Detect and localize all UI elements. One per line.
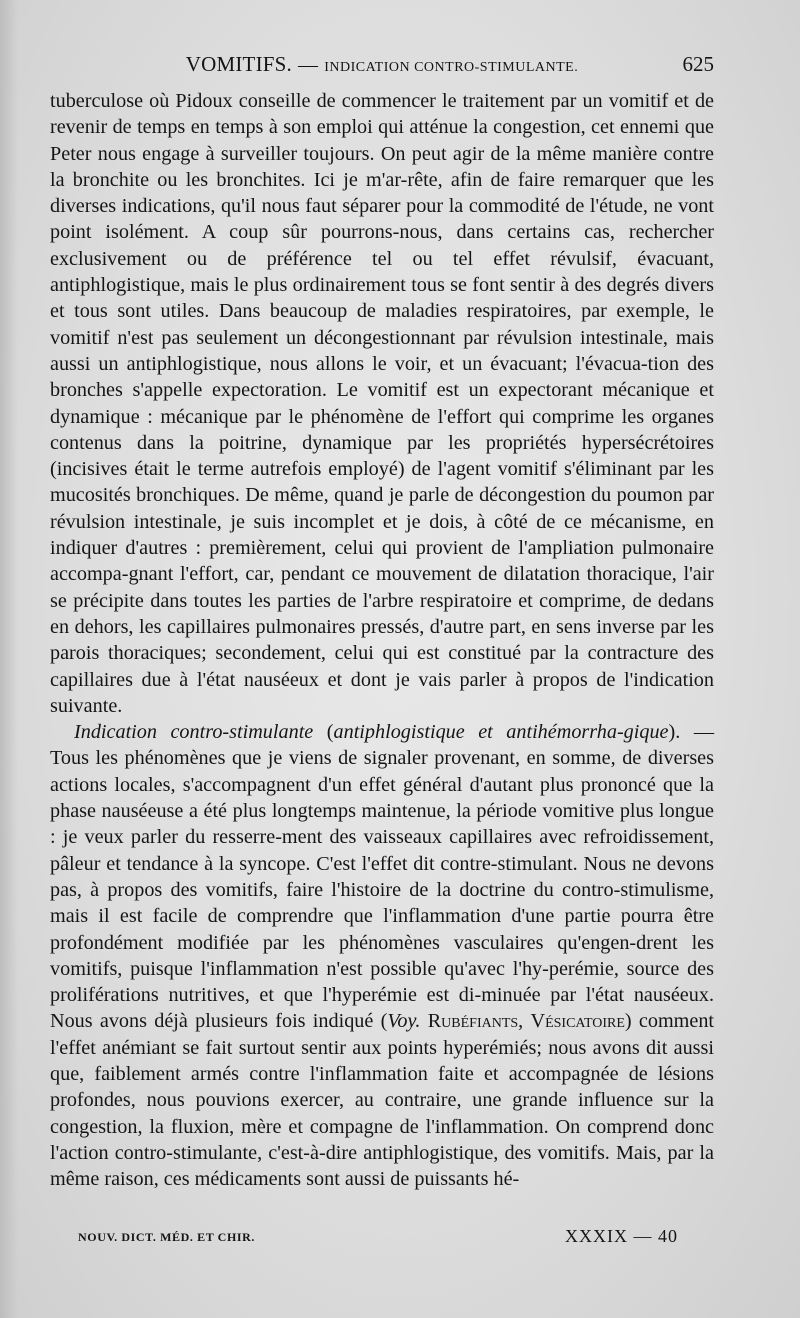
page-body (50, 88, 714, 1192)
paragraph-1: tuberculose où Pidoux conseille de commencer le traitement par un vomitif et de revenir de temps en temps à son emploi qui atténue la congestion, cet ennemi que Peter nous engage à surveiller toujours. On peut agir de la même manière contre la bronchite ou les bronchites. Ici je m'ar-rête, afin de faire remarquer que les diverses indications, qu'il nous faut séparer pour la commodité de l'étude, ne vont point isolément. A coup sûr pourrons-nous, dans certains cas, rechercher exclusivement ou de préférence tel ou tel effet révulsif, évacuant, antiphlogistique, mais le plus ordinairement tous se font sentir à des degrés divers et tous sont utiles. Dans beaucoup de maladies respiratoires, par exemple, le vomitif n'est pas seulement un décongestionnant par révulsion intestinale, mais aussi un antiphlogistique, nous allons le voir, et un évacuant; l'évacua-tion des bronches s'appelle expectoration. Le vomitif est un expectorant mécanique et dynamique : mécanique par le phénomène de l'effort qui comprime les organes contenus dans la poitrine, dynamique par les propriétés hypersécrétoires (incisives était le terme autrefois employé) de l'agent vomitif s'éliminant par les mucosités bronchiques. De même, quand je parle de décongestion du poumon par révulsion intestinale, je suis incomplet et je dois, à côté de ce mécanisme, en indiquer d'autres : premièrement, celui qui provient de l'ampliation pulmonaire accompa-gnant l'effort, car, pendant ce mouvement de dilatation thoracique, l'air se précipite dans toutes les parties de l'arbre respiratoire et comprime, de dedans en dehors, les capillaires pulmonaires pressés, d'autre part, en sens inverse par les parois thoraciques; secondement, celui qui est constitué par la contracture des capillaires due à l'état nauséeux et dont je vais parler à propos de l'indication suivante. (50, 90, 714, 717)
paragraph-2-text-b: ) comment l'effet anémiant se fait surtout sentir aux points hyperémiés; nous avons dit aussi que, faiblement armés contre l'inflammation faite et accompagnée de lésions profondes, nous pouvions exercer, au contraire, une grande influence sur la congestion, la fluxion, mère et compagne de l'inflammation. On comprend donc l'action contro-stimulante, c'est-à-dire antiphlogistique, des vomitifs. Mais, par la même raison, ces médicaments sont aussi de puissants hé- (50, 1010, 715, 1191)
heading-paren-close: ). (668, 721, 694, 744)
running-head-separator: — (298, 54, 319, 76)
running-head-subtitle: INDICATION CONTRO-STIMULANTE. (324, 60, 579, 75)
page-footer (78, 1226, 714, 1250)
cross-reference-rubefiants: Rubéfiants (427, 1010, 519, 1033)
cross-reference-voy: Voy. (387, 1010, 421, 1033)
paragraph-2 (50, 719, 714, 1192)
running-head (50, 52, 714, 77)
paragraph-2-text-a: — Tous les phénomènes que je viens de signaler provenant, en somme, de diverses actions locales, s'accompagnent d'un effet général d'autant plus prononcé que la phase nauséeuse a été plus longtemps maintenue, la période vomitive plus longue : je veux parler du resserre-ment des vaisseaux capillaires avec refroidissement, pâleur et tendance à la syncope. C'est l'effet dit contre-stimulant. Nous ne devons pas, à propos des vomitifs, faire l'histoire de la doctrine du contro-stimulisme, mais il est facile de comprendre que l'inflammation d'une partie pourra être profondément modifiée par les phénomènes vasculaires qu'engen-drent les vomitifs, puisque l'inflammation n'est possible qu'avec l'hy-perémie, source des proliférations nutritives, et que l'hyperémie est di-minuée par l'état nauséeux. Nous avons déjà plusieurs fois indiqué ( (50, 721, 714, 1033)
section-heading-parenthetical: antiphlogistique et antihémorrha-gique (333, 721, 669, 744)
page-header (50, 52, 714, 86)
cross-reference-vesicatoire: Vésicatoire (530, 1010, 625, 1033)
page-number: 625 (682, 52, 714, 76)
comma: , (518, 1010, 531, 1033)
section-heading: Indication contro-stimulante (74, 721, 314, 744)
space (420, 1010, 427, 1032)
heading-paren-open: ( (313, 721, 334, 744)
binding-shadow (0, 0, 18, 1318)
running-head-title: VOMITIFS. (185, 52, 292, 76)
footer-signature: NOUV. DICT. MÉD. ET CHIR. (78, 1230, 256, 1244)
footer-sheet-mark: XXXIX — 40 (565, 1226, 678, 1246)
